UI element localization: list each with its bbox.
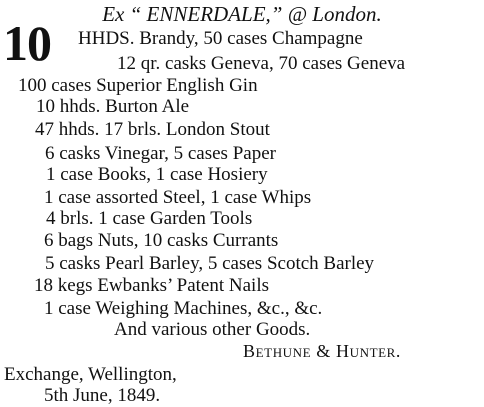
- goods-line-10: 6 bags Nuts, 10 casks Currants: [44, 230, 279, 251]
- goods-line-3: 100 cases Superior English Gin: [18, 75, 258, 96]
- goods-line-2: 12 qr. casks Geneva, 70 cases Geneva: [117, 53, 406, 74]
- goods-line-4: 10 hhds. Burton Ale: [36, 96, 190, 117]
- goods-line-9: 4 brls. 1 case Garden Tools: [46, 208, 253, 229]
- goods-line-1: HHDS. Brandy, 50 cases Champagne: [78, 28, 363, 49]
- goods-line-7: 1 case Books, 1 case Hosiery: [46, 164, 268, 185]
- goods-line-6: 6 casks Vinegar, 5 cases Paper: [45, 143, 276, 164]
- goods-line-13: 1 case Weighing Machines, &c., &c.: [44, 298, 323, 319]
- date-line: 5th June, 1849.: [44, 385, 161, 406]
- merchant-signature: Bethune & Hunter.: [243, 341, 402, 361]
- goods-line-14: And various other Goods.: [114, 319, 311, 340]
- goods-line-12: 18 kegs Ewbanks’ Patent Nails: [34, 275, 269, 296]
- goods-line-8: 1 case assorted Steel, 1 case Whips: [44, 187, 312, 208]
- goods-line-5: 47 hhds. 17 brls. London Stout: [35, 119, 270, 140]
- goods-line-11: 5 casks Pearl Barley, 5 cases Scotch Barley: [45, 253, 375, 274]
- ad-heading: Ex “ ENNERDALE,” @ London.: [102, 2, 382, 26]
- location-line: Exchange, Wellington,: [4, 364, 177, 385]
- drop-number: 10: [3, 15, 51, 71]
